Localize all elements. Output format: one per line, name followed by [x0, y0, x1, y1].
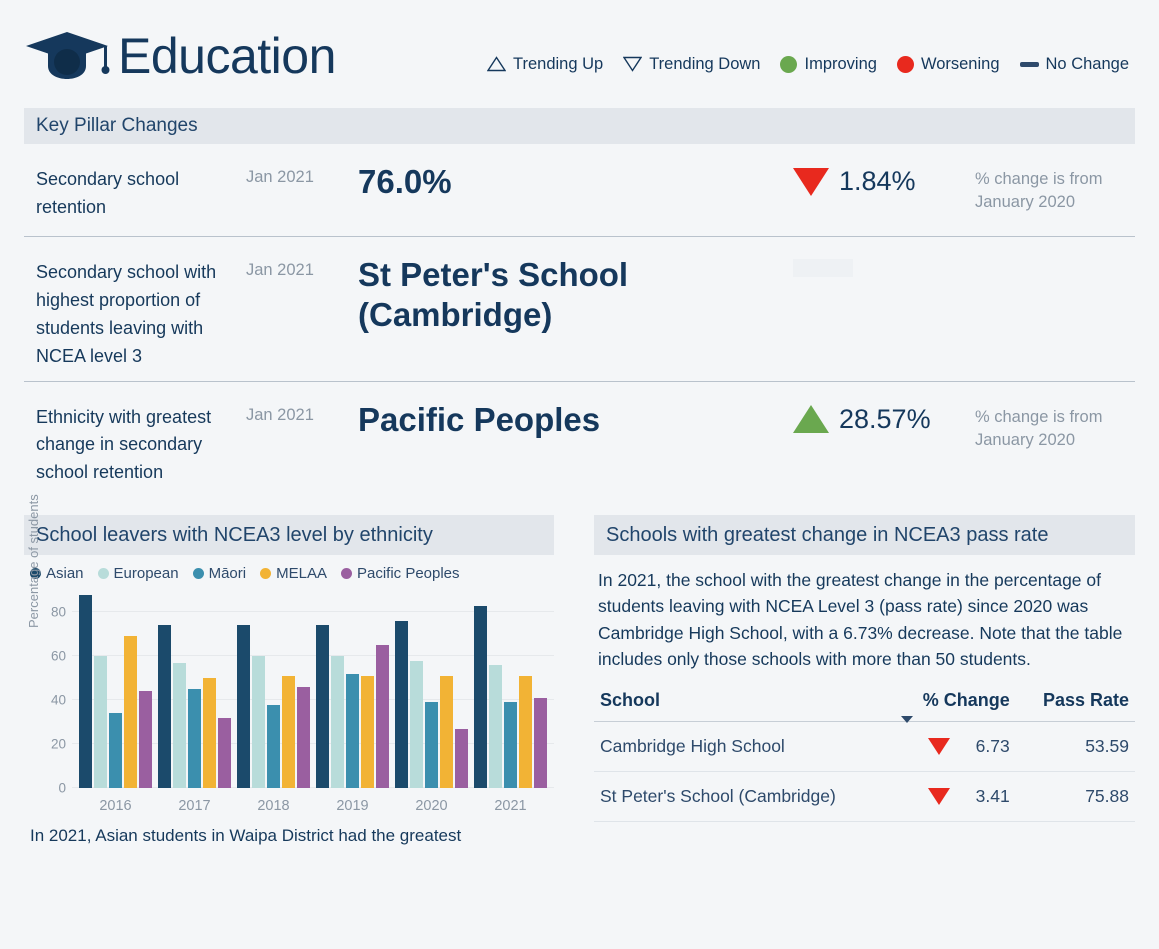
pillar-row [24, 381, 1135, 498]
chart-bar[interactable] [440, 676, 453, 788]
cell-pass-rate: 75.88 [1016, 772, 1135, 822]
table-header-change[interactable] [895, 686, 1015, 722]
chart-x-tick: 2017 [178, 798, 211, 815]
legend-label: No Change [1045, 54, 1129, 73]
chart-panel-title: School leavers with NCEA3 level by ethnicity [36, 523, 433, 546]
chart-bar[interactable] [474, 606, 487, 789]
chart-bar[interactable] [188, 689, 201, 788]
chart-bar[interactable] [252, 656, 265, 788]
key-pillar-band-title: Key Pillar Changes [36, 115, 198, 136]
pillar-note: % change is from January 2020 [975, 170, 1103, 212]
table-body [594, 722, 1135, 822]
chart-legend-item[interactable] [260, 565, 327, 582]
circle-icon [780, 56, 797, 73]
key-pillar-list [24, 144, 1135, 497]
schools-table [594, 686, 1135, 822]
page-header [0, 0, 1159, 104]
circle-icon [897, 56, 914, 73]
table-panel [594, 515, 1135, 822]
chart-bar[interactable] [519, 676, 532, 788]
chart-x-tick: 2020 [415, 798, 448, 815]
chart-y-axis-label: Percentage of students [26, 494, 41, 629]
pillar-change [793, 253, 975, 277]
chart-bar-group [234, 590, 313, 815]
chart-bar[interactable] [158, 625, 171, 788]
circle-icon [260, 568, 271, 579]
cell-change [895, 722, 1015, 772]
pillar-label: Ethnicity with greatest change in secondary school retention [36, 406, 212, 483]
chart-legend-item[interactable] [341, 565, 460, 582]
cell-change [895, 772, 1015, 822]
pillar-label: Secondary school with highest proportion of students leaving with NCEA level 3 [36, 262, 217, 366]
chart-legend-label: Māori [208, 565, 247, 583]
cell-school: St Peter's School (Cambridge) [594, 772, 895, 822]
table-header-change-label: % Change [922, 690, 1010, 711]
pillar-row [24, 144, 1135, 236]
chart-bar[interactable] [173, 663, 186, 788]
chart-bar[interactable] [218, 718, 231, 788]
chart-x-tick: 2018 [257, 798, 290, 815]
chart-bar-group [392, 590, 471, 815]
pillar-row [24, 236, 1135, 381]
pillar-change-value: 28.57% [839, 403, 931, 434]
chart-legend-label: Asian [46, 565, 84, 583]
legend-label: Trending Down [649, 54, 761, 73]
cell-school: Cambridge High School [594, 722, 895, 772]
table-header-row [594, 686, 1135, 722]
sort-descending-icon[interactable] [901, 716, 913, 723]
chart-bar[interactable] [504, 702, 517, 788]
triangle-down-icon [928, 788, 950, 805]
chart-bar[interactable] [376, 645, 389, 788]
pillar-value: 76.0% [358, 163, 452, 200]
triangle-down-icon [928, 738, 950, 755]
table-header-school[interactable]: School [594, 686, 895, 722]
chart-y-tick: 80 [50, 604, 66, 620]
graduation-cap-icon [24, 28, 110, 84]
triangle-down-icon [793, 168, 829, 196]
chart-plot-area [50, 590, 554, 815]
chart-y-tick: 0 [58, 780, 66, 796]
chart-legend-label: European [113, 565, 179, 583]
status-legend [487, 55, 1135, 74]
pillar-date: Jan 2021 [246, 261, 314, 279]
chart-bar[interactable] [94, 656, 107, 788]
table-row[interactable] [594, 772, 1135, 822]
table-panel-paragraph: In 2021, the school with the greatest change in the percentage of students leaving with NCEA Level 3 (pass rate) since 2020 was Cambridge High School, with a 6.73% decrease. Note that the table includes only those schools with more than 50 students. [598, 570, 1123, 669]
chart-bar[interactable] [282, 676, 295, 788]
table-panel-title: Schools with greatest change in NCEA3 pass rate [606, 523, 1049, 546]
chart-bar[interactable] [79, 595, 92, 789]
chart-bar-groups [72, 590, 554, 815]
chart-bar[interactable] [455, 729, 468, 788]
chart-x-tick: 2021 [494, 798, 527, 815]
table-panel-header [594, 515, 1135, 555]
chart-y-tick: 20 [50, 736, 66, 752]
triangle-up-outline-icon [487, 56, 506, 72]
chart-bar[interactable] [139, 691, 152, 788]
circle-icon [341, 568, 352, 579]
chart-legend-label: Pacific Peoples [356, 565, 460, 583]
chart-bar[interactable] [489, 665, 502, 788]
chart-bar[interactable] [346, 674, 359, 788]
legend-label: Trending Up [513, 54, 604, 73]
table-row[interactable] [594, 722, 1135, 772]
pillar-date: Jan 2021 [246, 168, 314, 186]
pillar-value: Pacific Peoples [358, 400, 601, 438]
pillar-label: Secondary school retention [36, 169, 180, 217]
chart-bar[interactable] [237, 625, 250, 788]
chart-legend-item[interactable] [98, 565, 179, 582]
chart-bar[interactable] [109, 713, 122, 788]
chart-bar-group [76, 590, 155, 815]
chart-bar-group [155, 590, 234, 815]
legend-item-improving [780, 55, 876, 74]
pillar-change [793, 160, 975, 197]
legend-label: Worsening [920, 54, 1000, 73]
chart-bar-group [313, 590, 392, 815]
cell-pass-rate: 53.59 [1016, 722, 1135, 772]
triangle-down-outline-icon [623, 56, 642, 72]
pillar-date: Jan 2021 [246, 405, 314, 424]
circle-icon [193, 568, 204, 579]
chart-y-tick: 60 [50, 648, 66, 664]
panels-row [24, 494, 1135, 849]
chart-bar[interactable] [124, 636, 137, 788]
chart-bar[interactable] [267, 705, 280, 789]
chart-legend [24, 555, 554, 586]
chart-bar[interactable] [425, 702, 438, 788]
chart-y-tick: 40 [50, 692, 66, 708]
chart-note: In 2021, Asian students in Waipa District had the greatest [30, 826, 462, 846]
chart-panel [24, 494, 554, 849]
circle-icon [98, 568, 109, 579]
chart-legend-label: MELAA [276, 565, 327, 583]
pillar-value: St Peter's School (Cambridge) [358, 256, 629, 334]
cell-change-value: 6.73 [975, 736, 1010, 757]
pillar-change [793, 398, 975, 435]
dash-icon [1020, 62, 1039, 67]
chart-bar[interactable] [203, 678, 216, 788]
chart-x-tick: 2016 [99, 798, 132, 815]
legend-item-trending-up [487, 55, 603, 74]
chart-bar[interactable] [331, 656, 344, 788]
pillar-note: % change is from January 2020 [975, 407, 1103, 449]
legend-item-no-change [1020, 55, 1129, 74]
page-title: Education [118, 28, 336, 84]
chart-legend-item[interactable] [193, 565, 247, 582]
legend-item-trending-down [623, 55, 760, 74]
triangle-up-icon [793, 405, 829, 433]
legend-label: Improving [804, 54, 877, 73]
chart-bar[interactable] [316, 625, 329, 788]
key-pillar-band [24, 108, 1135, 144]
chart-bar[interactable] [534, 698, 547, 788]
empty-placeholder [793, 259, 853, 277]
legend-item-worsening [897, 55, 1000, 74]
chart-bar[interactable] [297, 687, 310, 788]
chart-panel-header [24, 515, 554, 555]
cell-change-value: 3.41 [975, 786, 1010, 807]
pillar-note [975, 253, 1135, 261]
chart-bar-group [471, 590, 550, 815]
table-header-pass-rate[interactable]: Pass Rate [1016, 686, 1135, 722]
chart-bar[interactable] [361, 676, 374, 788]
pillar-change-value: 1.84% [839, 166, 916, 196]
chart-x-tick: 2019 [336, 798, 369, 815]
chart-bar[interactable] [410, 661, 423, 789]
chart-bar[interactable] [395, 621, 408, 788]
